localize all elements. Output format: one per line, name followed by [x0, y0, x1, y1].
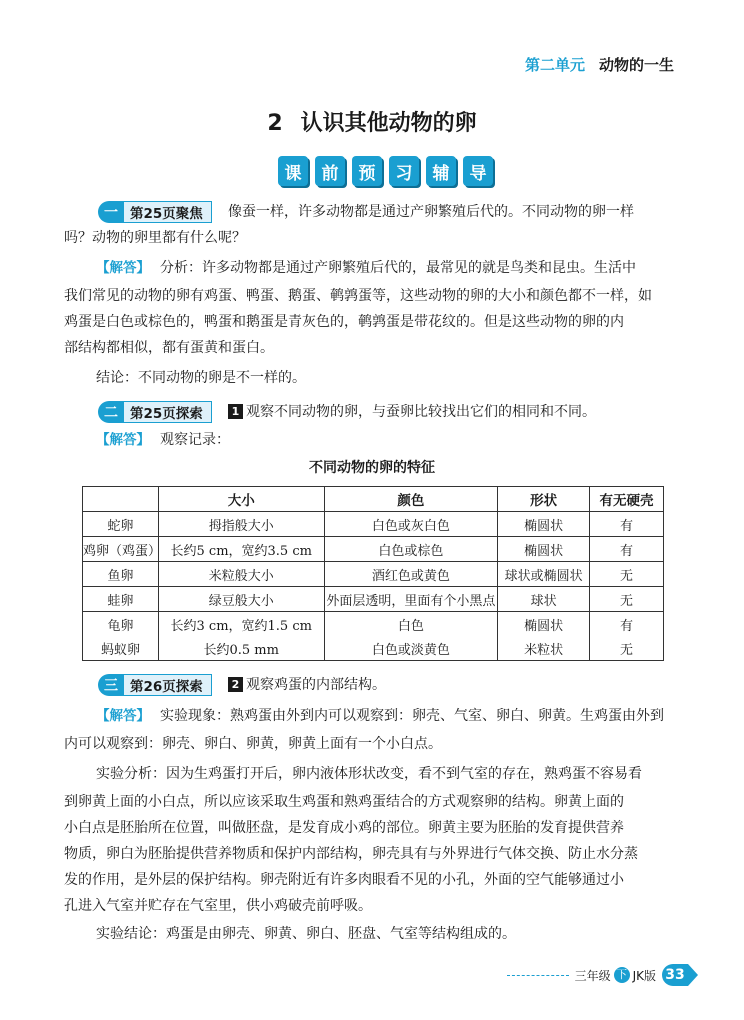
section3-line5: 小白点是胚胎所在位置，叫做胚盘，是发育成小鸡的部位。卵黄主要为胚胎的发育提供营养 — [64, 820, 624, 836]
unit-header — [525, 54, 674, 75]
table-header-row — [83, 487, 664, 512]
table-cell: 椭圆状 — [498, 512, 590, 537]
table-row — [83, 562, 664, 587]
table-cell: 无 — [590, 587, 664, 612]
table-row — [83, 636, 664, 661]
table-cell: 鸡卵（鸡蛋） — [83, 537, 159, 562]
table-title: 不同动物的卵的特征 — [309, 460, 435, 476]
section3-conclusion: 实验结论：鸡蛋是由卵壳、卵黄、卵白、胚盘、气室等结构组成的。 — [96, 926, 516, 942]
table-cell: 白色 — [324, 612, 498, 637]
section-number: 二 — [98, 401, 124, 423]
section3-line1 — [96, 703, 684, 729]
page-arrow-icon — [688, 964, 698, 986]
section3-line2: 内可以观察到：卵壳、卵白、卵黄，卵黄上面有一个小白点。 — [64, 736, 442, 752]
table-cell: 蚂蚁卵 — [83, 636, 159, 661]
table-cell: 绿豆般大小 — [158, 587, 324, 612]
section1-answer-line3: 鸡蛋是白色或棕色的，鸭蛋和鹅蛋是青灰色的，鹌鹑蛋是带花纹的。但是这些动物的卵的内 — [64, 314, 624, 330]
table-cell: 椭圆状 — [498, 612, 590, 637]
table-cell: 长约5 cm，宽约3.5 cm — [158, 537, 324, 562]
table-cell: 椭圆状 — [498, 537, 590, 562]
banner-char: 预 — [352, 156, 382, 186]
section3-line3: 实验分析：因为生鸡蛋打开后，卵内液体形状改变，看不到气室的存在，熟鸡蛋不容易看 — [96, 766, 642, 782]
table-row — [83, 537, 664, 562]
unit-label: 第二单元 — [524, 56, 585, 74]
table-row — [83, 512, 664, 537]
section1-question-line2: 吗？动物的卵里都有什么呢？ — [64, 230, 246, 246]
table-cell: 球状或椭圆状 — [498, 562, 590, 587]
table-cell: 长约0.5 mm — [158, 636, 324, 661]
task-text: 观察鸡蛋的内部结构。 — [246, 677, 386, 693]
section-badge-3 — [98, 674, 212, 696]
section-badge-1 — [98, 201, 212, 223]
footer-edition: JK版 — [632, 968, 656, 983]
table-cell: 长约3 cm，宽约1.5 cm — [158, 612, 324, 637]
table-cell: 拇指般大小 — [158, 512, 324, 537]
answer-tag: 【解答】 — [96, 432, 150, 448]
section3-line7: 发的作用，是外层的保护结构。卵壳附近有许多肉眼看不见的小孔，外面的空气能够通过小 — [64, 872, 624, 888]
column-header: 有无硬壳 — [590, 487, 664, 512]
section1-answer-line1 — [96, 255, 684, 281]
table-cell: 有 — [590, 537, 664, 562]
table-cell: 鱼卵 — [83, 562, 159, 587]
column-header: 形状 — [498, 487, 590, 512]
banner-char: 习 — [389, 156, 419, 186]
banner-char: 课 — [278, 156, 308, 186]
section-number: 一 — [98, 201, 124, 223]
egg-features-table — [82, 486, 664, 661]
section3-line6: 物质，卵白为胚胎提供营养物质和保护内部结构，卵壳具有与外界进行气体交换、防止水分蒸 — [64, 846, 638, 862]
section-label: 第26页探索 — [124, 674, 212, 696]
section2-answer — [96, 427, 684, 453]
table-cell: 无 — [590, 562, 664, 587]
footer-term: 下 — [614, 967, 630, 983]
banner-char: 导 — [463, 156, 493, 186]
answer-text: 观察记录： — [160, 432, 230, 448]
lesson-number: 2 — [267, 111, 283, 136]
table-cell: 白色或棕色 — [324, 537, 498, 562]
column-header — [83, 487, 159, 512]
answer-text: 分析：许多动物都是通过产卵繁殖后代的，最常见的就是鸟类和昆虫。生活中 — [160, 260, 636, 276]
section1-question-line1: 像蚕一样，许多动物都是通过产卵繁殖后代的。不同动物的卵一样 — [228, 204, 634, 220]
section2-task — [228, 399, 684, 425]
section3-task — [228, 672, 684, 698]
section-label: 第25页聚焦 — [124, 201, 212, 223]
table-row — [83, 612, 664, 637]
table-cell: 蛇卵 — [83, 512, 159, 537]
table-cell: 米粒状 — [498, 636, 590, 661]
section-label: 第25页探索 — [124, 401, 212, 423]
task-text: 观察不同动物的卵，与蚕卵比较找出它们的相同和不同。 — [246, 404, 596, 420]
task-number: 2 — [228, 677, 243, 692]
preview-banner — [278, 156, 493, 186]
table-cell: 白色或淡黄色 — [324, 636, 498, 661]
page-footer — [507, 964, 698, 986]
lesson-title-text: 认识其他动物的卵 — [300, 111, 477, 136]
unit-title: 动物的一生 — [598, 56, 674, 74]
footer-divider — [507, 975, 569, 976]
table-cell: 白色或灰白色 — [324, 512, 498, 537]
section-number: 三 — [98, 674, 124, 696]
footer-grade: 三年级 — [574, 968, 611, 983]
table-cell: 有 — [590, 512, 664, 537]
table-cell: 无 — [590, 636, 664, 661]
section1-answer-line2: 我们常见的动物的卵有鸡蛋、鸭蛋、鹅蛋、鹌鹑蛋等，这些动物的卵的大小和颜色都不一样，如 — [64, 288, 652, 304]
section1-conclusion: 结论：不同动物的卵是不一样的。 — [96, 370, 306, 386]
table-cell: 有 — [590, 612, 664, 637]
task-number: 1 — [228, 404, 243, 419]
section3-line4: 到卵黄上面的小白点，所以应该采取生鸡蛋和熟鸡蛋结合的方式观察卵的结构。卵黄上面的 — [64, 794, 624, 810]
column-header: 颜色 — [324, 487, 498, 512]
answer-tag: 【解答】 — [96, 708, 150, 724]
table-cell: 外面层透明，里面有个小黑点 — [324, 587, 498, 612]
banner-char: 前 — [315, 156, 345, 186]
table-row — [83, 587, 664, 612]
page-number: 33 — [662, 964, 688, 986]
table-cell: 米粒般大小 — [158, 562, 324, 587]
column-header: 大小 — [158, 487, 324, 512]
section3-line8: 孔进入气室并贮存在气室里，供小鸡破壳前呼吸。 — [64, 898, 372, 914]
table-cell: 龟卵 — [83, 612, 159, 637]
section-badge-2 — [98, 401, 212, 423]
banner-char: 辅 — [426, 156, 456, 186]
section1-answer-line4: 部结构都相似，都有蛋黄和蛋白。 — [64, 340, 274, 356]
table-cell: 蛙卵 — [83, 587, 159, 612]
answer-text: 实验现象：熟鸡蛋由外到内可以观察到：卵壳、气室、卵白、卵黄。生鸡蛋由外到 — [160, 708, 664, 724]
lesson-title — [0, 106, 744, 137]
table-cell: 酒红色或黄色 — [324, 562, 498, 587]
table-cell: 球状 — [498, 587, 590, 612]
answer-tag: 【解答】 — [96, 260, 150, 276]
